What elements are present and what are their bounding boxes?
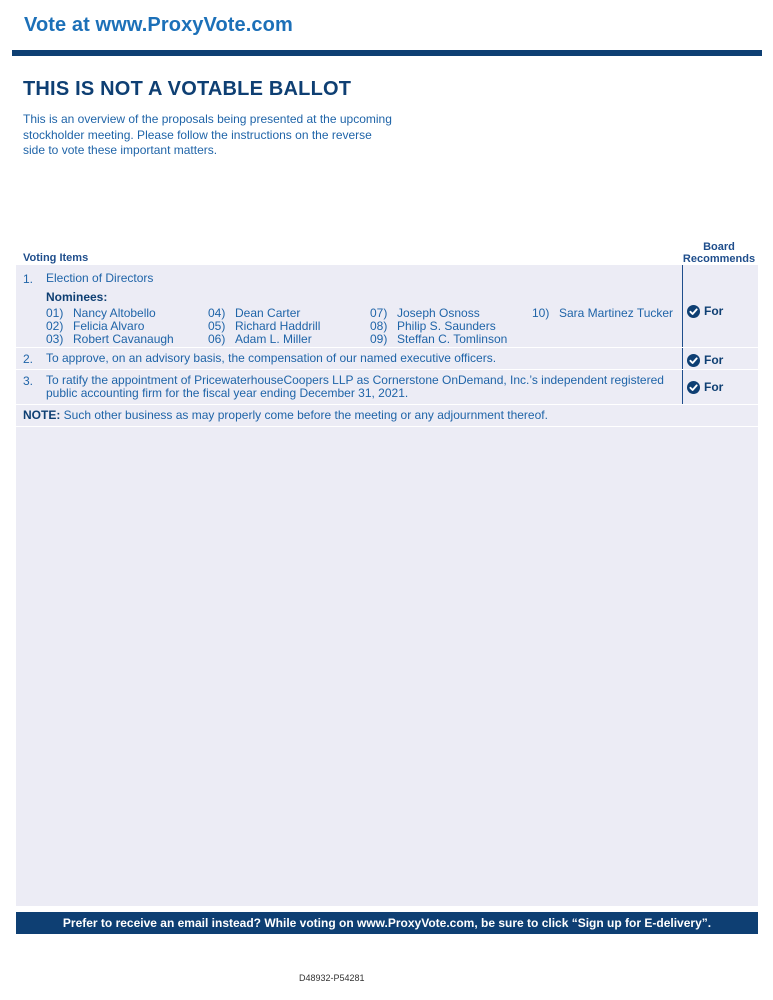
board-header-line2: Recommends: [682, 253, 756, 265]
item-1-number: 1.: [23, 272, 34, 286]
nominee: 07) Joseph Osnoss: [370, 306, 480, 320]
page-title: THIS IS NOT A VOTABLE BALLOT: [23, 78, 352, 100]
item-3-text-line2: public accounting firm for the fiscal year ending December 31, 2021.: [46, 385, 409, 400]
nominee: 05) Richard Haddrill: [208, 319, 321, 333]
recommendation-column-divider: [682, 265, 683, 405]
board-recommends-header: [682, 241, 756, 265]
item-3-text-line1: To ratify the appointment of PricewaterhouseCoopers LLP as Cornerstone OnDemand, Inc.’s independent registered: [46, 373, 664, 387]
item-3-number: 3.: [23, 374, 34, 388]
note-label: NOTE:: [23, 408, 61, 422]
row-separator: [16, 347, 758, 348]
nominee: 10) Sara Martinez Tucker: [532, 306, 674, 320]
row-separator: [16, 404, 758, 405]
intro-text: This is an overview of the proposals being presented at the upcoming stockholder meeting. Please follow the instructions on the reverse side to vote these important matters.: [23, 112, 392, 157]
note-body: Such other business as may properly come before the meeting or any adjournment thereof.: [60, 408, 548, 422]
check-circle-icon: [687, 381, 700, 394]
item-2-recommendation: For: [687, 353, 723, 367]
nominee: 01) Nancy Altobello: [46, 306, 156, 320]
board-header-line1: Board: [703, 241, 735, 253]
item-3-recommendation: For: [687, 380, 723, 394]
vote-link-title[interactable]: Vote at www.ProxyVote.com: [24, 14, 293, 36]
item-2-number: 2.: [23, 352, 34, 366]
nominee: 06) Adam L. Miller: [208, 332, 312, 346]
voting-items-header: Voting Items: [23, 252, 89, 264]
nominee: 04) Dean Carter: [208, 306, 301, 320]
header-divider: [12, 50, 762, 56]
note-text: [23, 408, 548, 422]
nominee: 03) Robert Cavanaugh: [46, 332, 174, 346]
check-circle-icon: [687, 354, 700, 367]
nominees-label: Nominees:: [46, 290, 108, 304]
item-3-text: [46, 374, 680, 399]
item-1-recommendation: For: [687, 304, 723, 318]
check-circle-icon: [687, 305, 700, 318]
row-separator: [16, 426, 758, 427]
item-2-text: To approve, on an advisory basis, the compensation of our named executive officers.: [46, 351, 497, 365]
row-separator: [16, 369, 758, 370]
edelivery-banner: Prefer to receive an email instead? While voting on www.ProxyVote.com, be sure to click “Sign up for E-delivery”.: [16, 912, 758, 934]
nominee: 09) Steffan C. Tomlinson: [370, 332, 508, 346]
nominee: 02) Felicia Alvaro: [46, 319, 145, 333]
nominee: 08) Philip S. Saunders: [370, 319, 496, 333]
document-code: D48932-P54281: [299, 973, 365, 983]
item-1-text: Election of Directors: [46, 271, 154, 285]
